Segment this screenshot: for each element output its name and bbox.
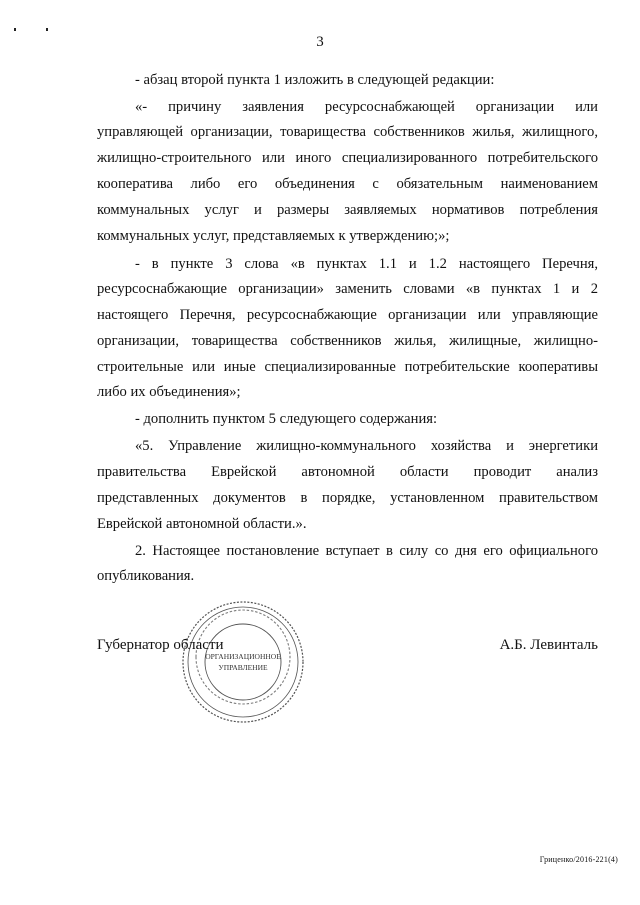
text-line: «- причину заявления ресурсоснабжающей организации или — [135, 99, 598, 115]
text-line: кооператива либо его объединения с обязательным наименованием — [97, 176, 598, 192]
scan-artifact-dot — [46, 28, 48, 31]
text-line: управляющей организации, товарищества собственников жилья, жилищного, — [97, 124, 598, 140]
document-footer-code: Гриценко/2016-221(4) — [539, 855, 618, 864]
text-line: правительства Еврейской автономной области проводит анализ — [97, 464, 598, 480]
scan-artifact-dot — [14, 28, 16, 31]
seal-inner-text-line2: УПРАВЛЕНИЕ — [218, 663, 268, 672]
seal-middle-ring — [188, 607, 298, 717]
text-line: коммунальных услуг, представляемых к утверждению;»; — [97, 228, 450, 244]
text-line: либо их объединения»; — [97, 384, 241, 400]
text-line: жилищно-строительного или иного специализированного потребительского — [97, 150, 598, 166]
text-line: настоящего Перечня, ресурсоснабжающие организации или управляющие — [97, 307, 598, 323]
text-line: - абзац второй пункта 1 изложить в следующей редакции: — [135, 72, 495, 88]
text-line: «5. Управление жилищно-коммунального хозяйства и энергетики — [135, 438, 598, 454]
text-line: Еврейской автономной области.». — [97, 516, 307, 532]
signature-title: Губернатор области — [97, 637, 224, 653]
text-line: - дополнить пунктом 5 следующего содержания: — [135, 411, 438, 427]
text-line: организации, товарищества собственников жилья, жилищные, жилищно- — [97, 333, 598, 349]
text-line: опубликования. — [97, 568, 195, 584]
text-line: 2. Настоящее постановление вступает в силу со дня его официального — [135, 543, 598, 559]
text-line: строительные или иные специализированные потребительские кооперативы — [97, 359, 598, 375]
text-line: представленных документов в порядке, установленном правительством — [97, 490, 598, 506]
text-line: коммунальных услуг и размеры заявляемых нормативов потребления — [97, 202, 598, 218]
text-line: - в пункте 3 слова «в пунктах 1.1 и 1.2 настоящего Перечня, — [135, 256, 598, 272]
signatory-name: А.Б. Левинталь — [499, 637, 598, 653]
text-line: ресурсоснабжающие организации» заменить словами «в пунктах 1 и 2 — [97, 281, 598, 297]
seal-inner-ring — [205, 624, 281, 700]
seal-inner-text-line1: ОРГАНИЗАЦИОННОЕ — [205, 652, 281, 661]
page-number: 3 — [316, 34, 324, 50]
official-seal-stamp — [178, 597, 308, 727]
